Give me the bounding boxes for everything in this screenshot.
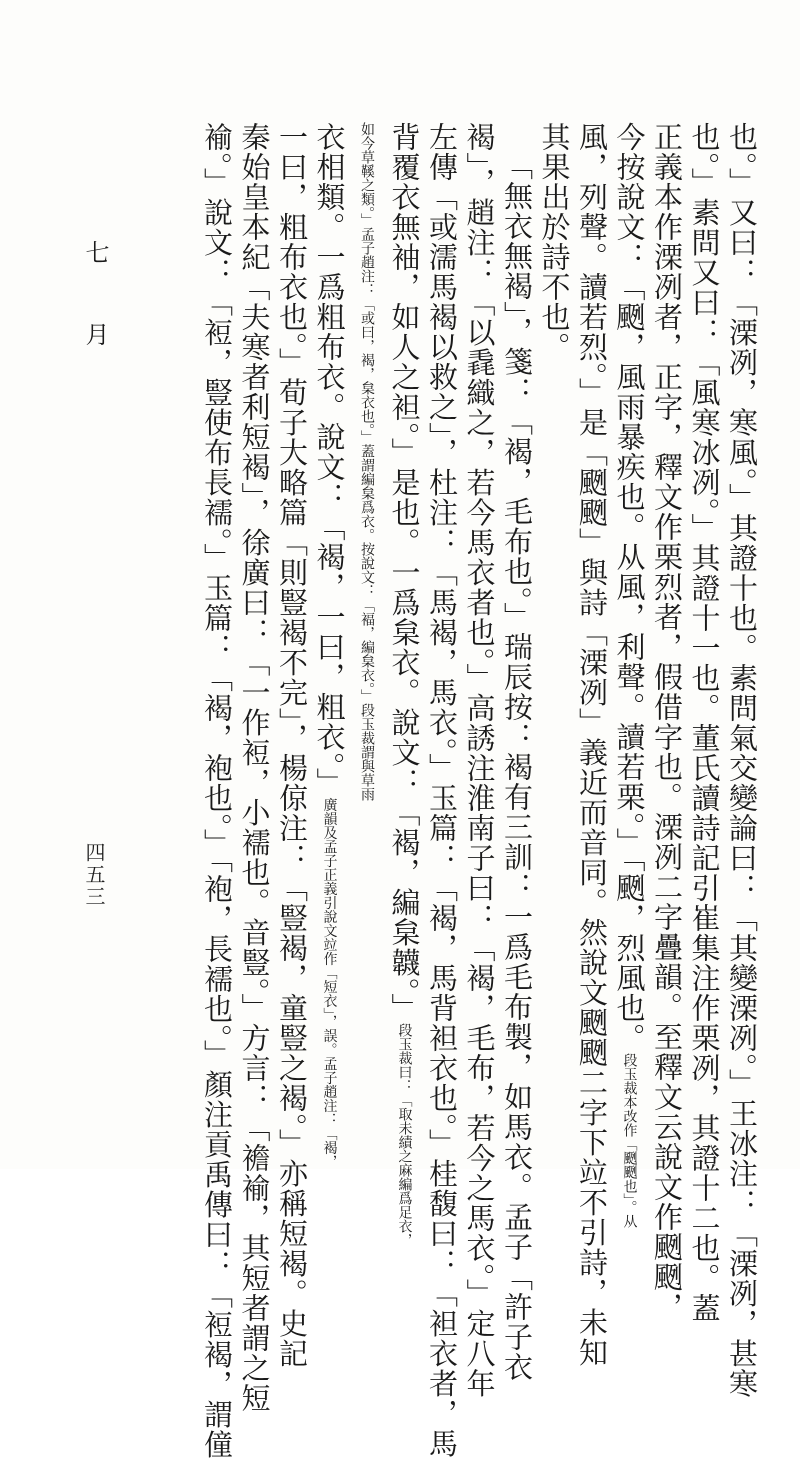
page-number: 四五三 (82, 842, 106, 908)
text-column-4-main: 今按說文：「颲，風雨暴疾也。从風，利聲。讀若栗。」「颲，烈風也。 (612, 122, 647, 1053)
annotation-note-1: 段玉裁本改作「颲颲也」。从 (621, 1053, 638, 1228)
text-column-5: 風，列聲。讀若烈。」是「颲颲」與詩「溧冽」義近而音同。然說文颲颲二字下竝不引詩，未知 (575, 122, 609, 1368)
text-column-6: 其果出於詩不也。 (537, 122, 572, 362)
text-column-12-main: 衣相類。一爲粗布衣。說文：「褐，一曰，粗衣。」 (312, 122, 347, 798)
text-column-9: 左傳「或濡馬褐以救之」，杜注：「馬褐，馬衣。」玉篇：「褐，馬背袒衣也。」桂馥曰：「袒衣者，馬 (425, 122, 459, 1459)
text-column-10 (385, 122, 423, 1247)
text-column-4 (610, 122, 648, 1228)
text-column-1: 也。」又曰：「溧冽，寒風。」其證十也。素問氣交變論曰：「其變溧冽。」王冰注：「溧冽，甚寒 (725, 122, 759, 1399)
annotation-note-4: 廣韻及孟子正義引說文竝作「短衣」，誤。孟子趙注：「褐， (321, 797, 338, 1169)
text-column-10-main: 背覆衣無袖，如人之袒。」是也。一爲枲衣。說文：「褐，編枲韤。」 (387, 122, 422, 1023)
text-column-3: 正義本作溧冽者，正字，釋文作栗烈者，假借字也。溧冽二字疊韻。至釋文云說文作颲颲， (650, 122, 684, 1322)
text-column-15: 褕。」說文：「裋，豎使布長襦。」玉篇：「褐，袍也。」「袍，長襦也。」顏注貢禹傳曰：「裋褐，謂僮 (200, 122, 234, 1460)
text-column-8: 褐」，趙注：「以毳織之，若今馬衣者也。」高誘注淮南子曰：「褐，毛布，若今之馬衣。」定八年 (462, 122, 497, 1399)
text-column-12 (310, 122, 348, 1169)
text-column-11-lead: 如今草鞵之類。」孟子趙注：「或曰，褐，枲衣也。」蓋謂編枲爲衣。 (359, 122, 375, 542)
annotation-note-3: 按說文：「褔，編枲衣。」段玉裁謂與草雨 (359, 542, 375, 801)
text-column-11 (348, 122, 386, 1052)
text-column-14: 秦始皇本紀「夫寒者利短褐」，徐廣曰：「一作裋，小襦也。音豎。」方言：「襜褕，其短者謂之短 (237, 122, 272, 1413)
annotation-note-2: 段玉裁曰：「取未績之麻編爲足衣， (396, 1023, 413, 1247)
text-column-7: 「無衣無褐」，箋：「褐，毛布也。」瑞辰按：褐有三訓：一爲毛布製，如馬衣。孟子「許子衣 (500, 151, 534, 1382)
text-column-2: 也。」素問又曰：「風寒冰冽。」其證十一也。董氏讀詩記引崔集注作栗冽，其證十二也。蓋 (687, 122, 722, 1323)
running-title: 七月 (81, 240, 109, 404)
main-text (198, 122, 761, 1460)
text-column-13: 一曰，粗布衣也。」荀子大略篇「則豎褐不完」，楊倞注：「豎褐，童豎之褐。」亦稱短褐。史記 (275, 122, 309, 1369)
